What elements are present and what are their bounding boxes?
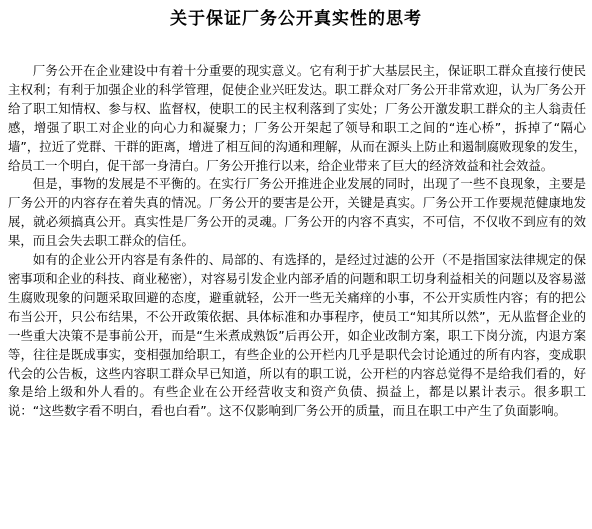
document-title: 关于保证厂务公开真实性的思考 [170, 9, 422, 29]
paragraph-1: 厂务公开在企业建设中有着十分重要的现实意义。它有利于扩大基层民主，保证职工群众直接行使民主权利；有利于加强企业的科学管理，促使企业兴旺发达。职工群众对厂务公开非常欢迎，认为厂务公开给了职工知情权、参与权、监督权，使职工的民主权利落到了实处；厂务公开激发职工群众的主人翁责任感，增强了职工对企业的向心力和凝聚力；厂务公开架起了领导和职工之间的“连心桥”，拆掉了“隔心墙”，拉近了党群、干群的距离，增进了相互间的沟通和理解，从而在源头上防止和遏制腐败现象的发生，给员工一个明白，促干部一身清白。厂务公开推行以来，给企业带来了巨大的经济效益和社会效益。 [8, 63, 586, 173]
document-body [8, 62, 586, 421]
paragraph-2: 但是，事物的发展是不平衡的。在实行厂务公开推进企业发展的同时，出现了一些不良现象，主要是厂务公开的内容存在着失真的情况。厂务公开的要害是公开，关键是真实。厂务公开工作要规范健康地发展，就必须搞真公开。真实性是厂务公开的灵魂。厂务公开的内容不真实，不可信，不仅收不到应有的效果，而且会失去职工群众的信任。 [8, 176, 586, 249]
paragraph-3: 如有的企业公开内容是有条件的、局部的、有选择的，是经过过滤的公开（不是指国家法律规定的保密事项和企业的科技、商业秘密），对容易引发企业内部矛盾的问题和职工切身利益相关的问题以及容易滋生腐败现象的问题采取回避的态度，避重就轻，公开一些无关痛痒的小事，不公开实质性内容；有的把公布当公开，只公布结果，不公开政策依据、具体标准和办事程序，使员工“知其所以然”，无从监督企业的一些重大决策不是事前公开，而是“生米煮成熟饭”后再公开，如企业改制方案，职工下岗分流，内退方案等，往往是既成事实，变相强加给职工，有些企业的公开栏内几乎是职代会讨论通过的所有内容，变成职代会的公告板，这些内容职工群众早已知道，所以有的职工说，公开栏的内容总觉得不是给我们看的，好象是给上级和外人看的。有些企业在公开经营收支和资产负债、损益上，都是以累计表示。很多职工说：“这些数字看不明白，看也白看”。这不仅影响到厂务公开的质量，而且在职工中产生了负面影响。 [8, 252, 586, 419]
